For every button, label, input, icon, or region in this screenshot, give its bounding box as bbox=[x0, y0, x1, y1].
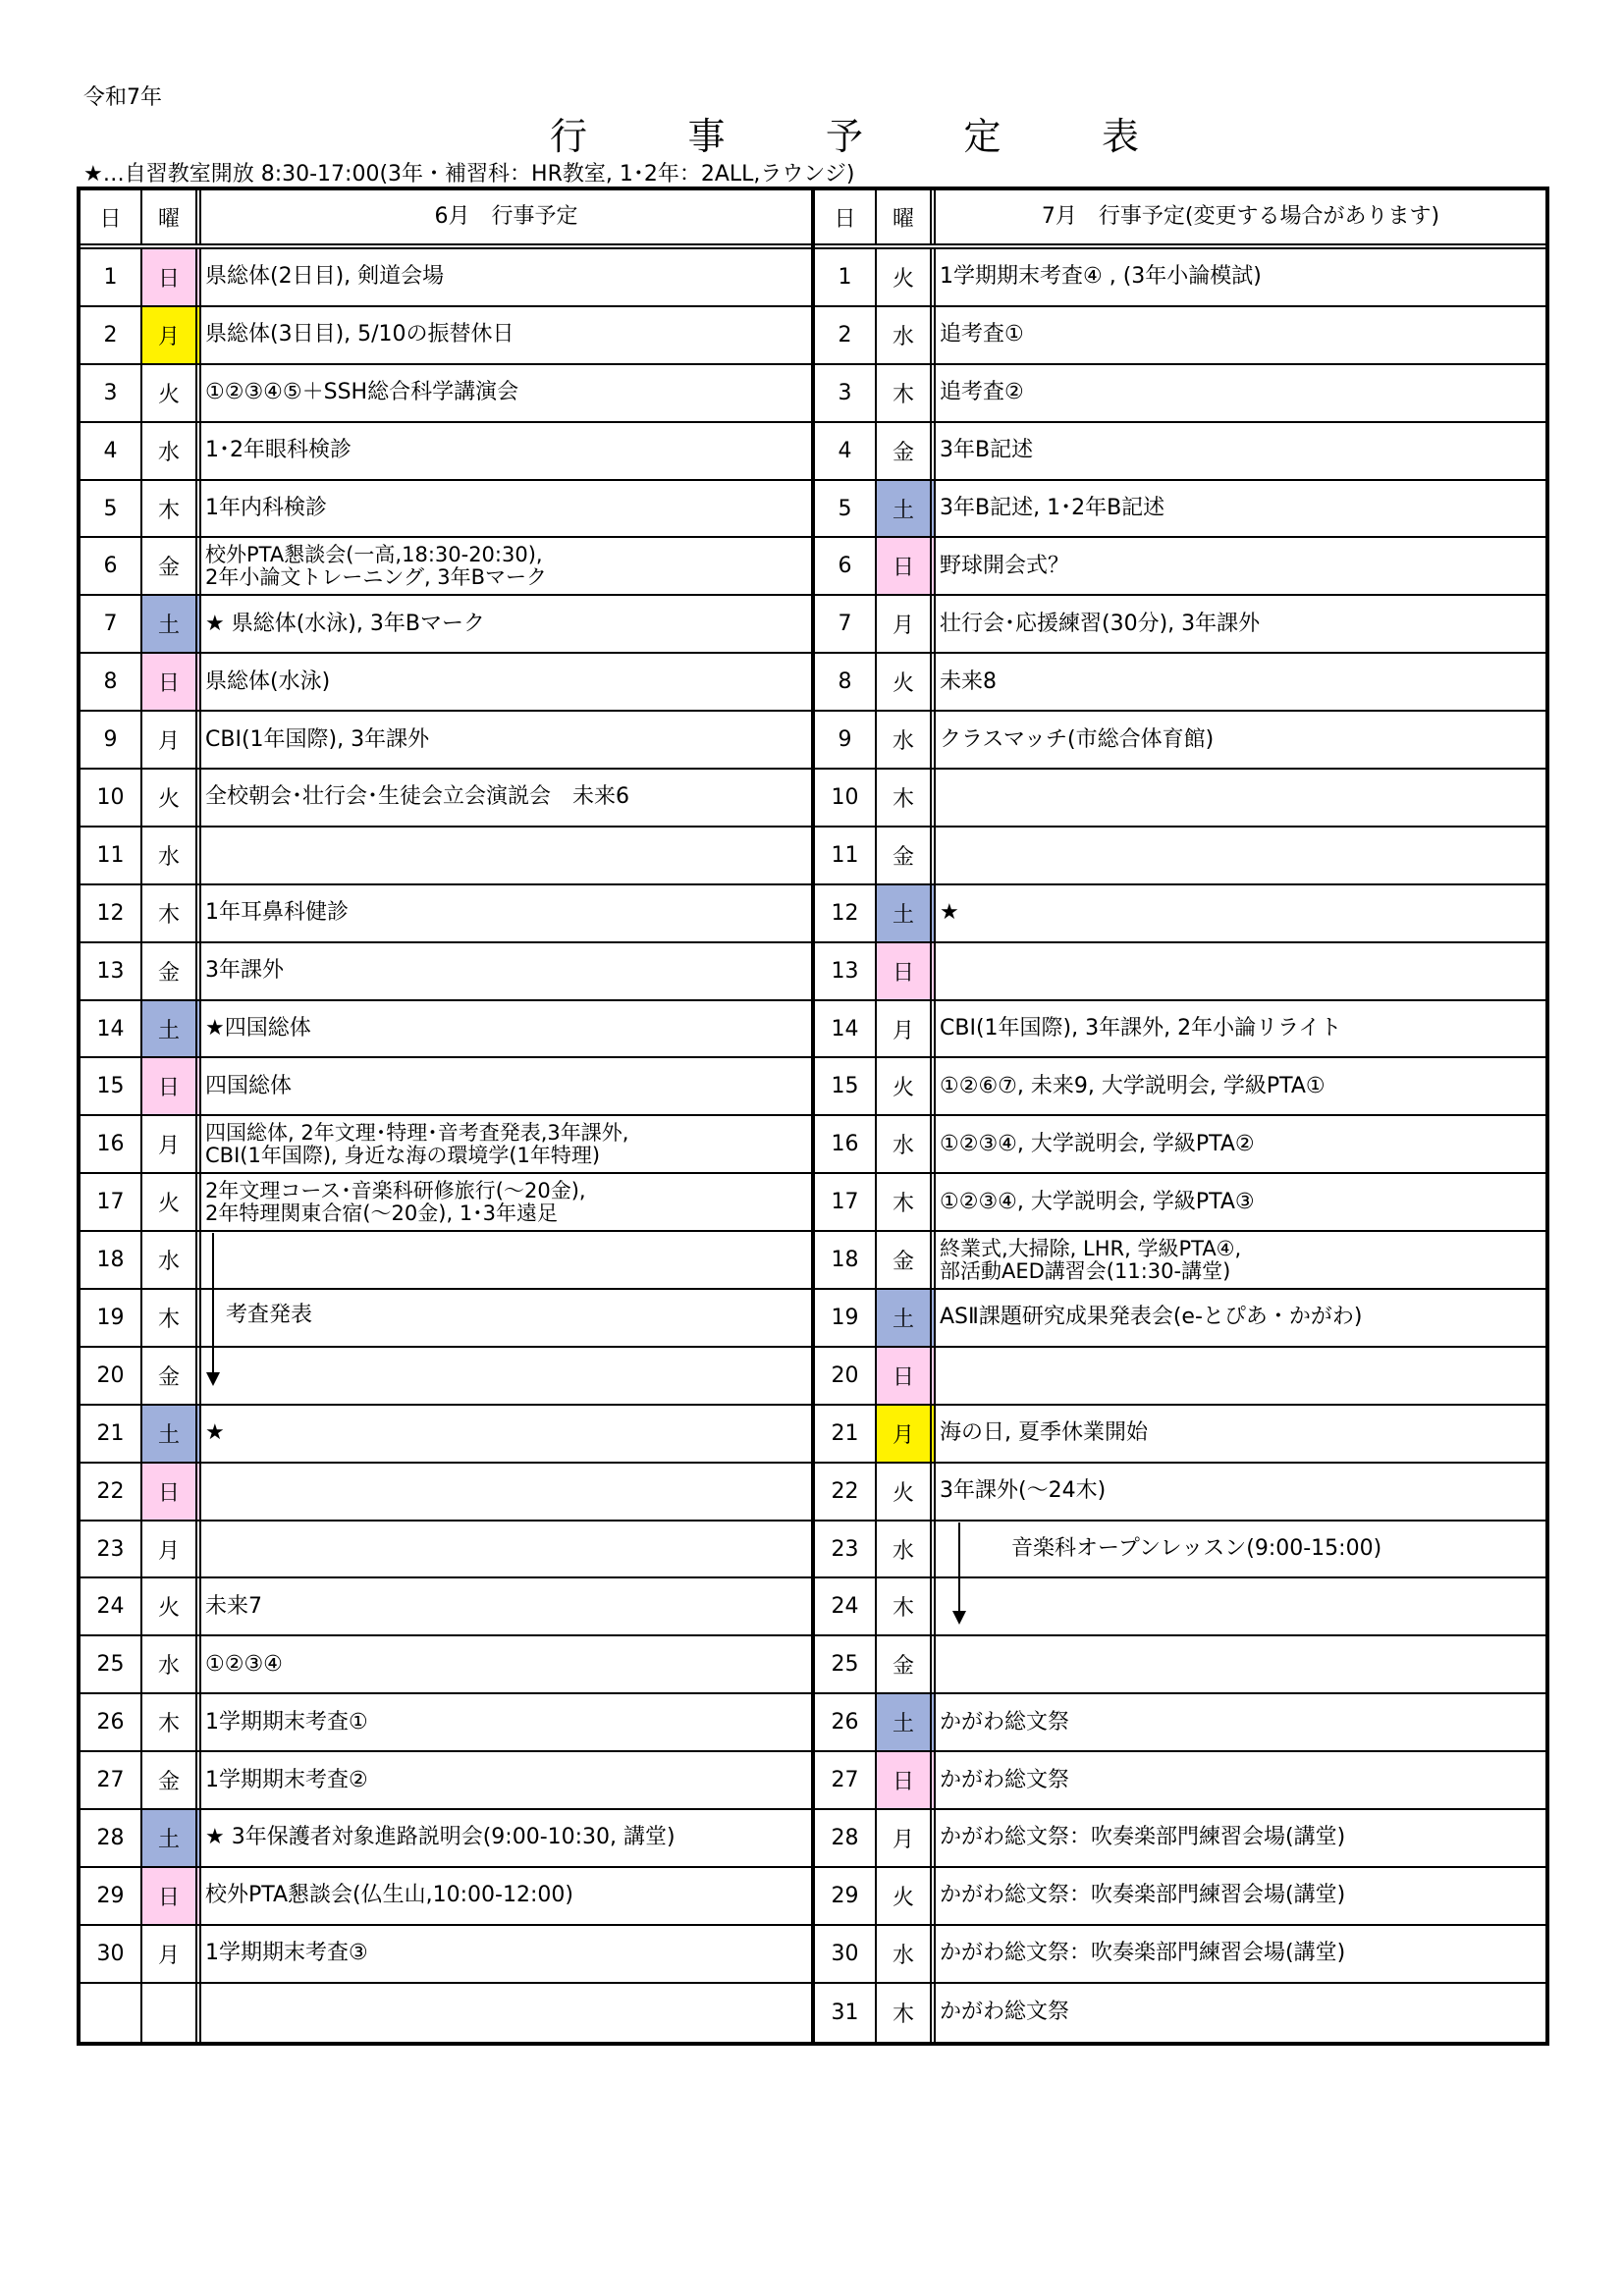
table-row bbox=[815, 1174, 1545, 1232]
table-row bbox=[815, 1348, 1545, 1406]
event-cell bbox=[936, 1578, 1545, 1634]
weekday-cell: 木 bbox=[142, 1290, 201, 1346]
weekday-cell: 木 bbox=[877, 1984, 936, 2042]
table-row bbox=[81, 1752, 811, 1810]
day-cell: 14 bbox=[81, 1001, 142, 1057]
table-row bbox=[815, 1984, 1545, 2042]
day-cell: 24 bbox=[81, 1578, 142, 1634]
day-cell: 6 bbox=[815, 538, 877, 594]
events-column-header: 7月 行事予定(変更する場合があります) bbox=[1041, 204, 1440, 229]
table-row bbox=[81, 770, 811, 828]
table-row bbox=[81, 1232, 811, 1290]
weekday-cell: 火 bbox=[877, 249, 936, 305]
day-cell: 13 bbox=[815, 943, 877, 999]
day-cell: 5 bbox=[81, 481, 142, 537]
day-cell: 25 bbox=[815, 1636, 877, 1692]
day-cell: 1 bbox=[815, 249, 877, 305]
table-row bbox=[815, 249, 1545, 307]
day-cell: 28 bbox=[81, 1810, 142, 1866]
table-row bbox=[815, 1232, 1545, 1290]
event-cell: かがわ総文祭：吹奏楽部門練習会場(講堂) bbox=[940, 1825, 1346, 1850]
weekday-cell: 月 bbox=[142, 712, 201, 768]
title-char: 事 bbox=[687, 115, 726, 158]
july-schedule-table bbox=[811, 187, 1549, 2046]
event-cell bbox=[201, 1984, 811, 2042]
july-arrow-label: 音楽科オープンレッスン(9:00-15:00) bbox=[1011, 1536, 1382, 1561]
day-cell: 19 bbox=[81, 1290, 142, 1346]
weekday-cell: 日 bbox=[877, 538, 936, 594]
table-row bbox=[81, 943, 811, 1001]
table-row bbox=[815, 1578, 1545, 1636]
event-cell: かがわ総文祭：吹奏楽部門練習会場(講堂) bbox=[940, 1883, 1346, 1908]
weekday-cell: 月 bbox=[142, 1522, 201, 1577]
title-char: 予 bbox=[825, 115, 863, 158]
event-cell: 四国総体 bbox=[205, 1073, 293, 1098]
weekday-cell: 月 bbox=[877, 596, 936, 652]
table-row bbox=[81, 654, 811, 712]
table-row bbox=[815, 1464, 1545, 1522]
day-cell: 25 bbox=[81, 1636, 142, 1692]
table-row bbox=[81, 1116, 811, 1174]
table-row bbox=[815, 365, 1545, 423]
day-cell: 29 bbox=[81, 1868, 142, 1924]
table-row bbox=[81, 365, 811, 423]
event-cell: ①②③④, 大学説明会, 学級PTA② bbox=[940, 1131, 1255, 1156]
table-row bbox=[815, 423, 1545, 481]
event-cell: 海の日, 夏季休業開始 bbox=[940, 1420, 1148, 1446]
weekday-cell: 土 bbox=[142, 1810, 201, 1866]
event-cell bbox=[201, 1348, 811, 1404]
event-cell bbox=[936, 1636, 1545, 1692]
era-label: 令和7年 bbox=[83, 85, 162, 110]
weekday-cell: 月 bbox=[877, 1001, 936, 1057]
table-header-row bbox=[815, 190, 1545, 249]
weekday-cell: 水 bbox=[877, 1522, 936, 1577]
day-cell: 24 bbox=[815, 1578, 877, 1634]
day-cell: 10 bbox=[81, 770, 142, 826]
event-cell: ★ 3年保護者対象進路説明会(9:00-10:30, 講堂) bbox=[205, 1825, 676, 1850]
table-row bbox=[81, 1001, 811, 1059]
table-row bbox=[815, 481, 1545, 539]
event-cell: 1学期期末考査④ , (3年小論模試) bbox=[940, 264, 1262, 290]
weekday-cell: 水 bbox=[142, 1636, 201, 1692]
event-cell: 3年課外 bbox=[205, 958, 284, 984]
table-row bbox=[81, 828, 811, 885]
table-row bbox=[81, 307, 811, 365]
day-cell: 18 bbox=[815, 1232, 877, 1288]
day-cell: 8 bbox=[81, 654, 142, 710]
page-title bbox=[550, 106, 1139, 158]
day-cell: 5 bbox=[815, 481, 877, 537]
event-cell: ★四国総体 bbox=[205, 1016, 311, 1041]
weekday-cell: 金 bbox=[877, 423, 936, 479]
table-row bbox=[81, 1464, 811, 1522]
event-cell: ASⅡ課題研究成果発表会(e-とぴあ・かがわ) bbox=[940, 1305, 1363, 1330]
table-row bbox=[815, 1058, 1545, 1116]
weekday-cell: 金 bbox=[877, 828, 936, 883]
weekday-cell: 土 bbox=[142, 1001, 201, 1057]
event-cell: CBI(1年国際), 3年課外 bbox=[205, 726, 430, 752]
table-row bbox=[81, 1984, 811, 2042]
weekday-cell: 火 bbox=[142, 365, 201, 421]
event-cell: 未来8 bbox=[940, 668, 997, 694]
event-cell bbox=[201, 1232, 811, 1288]
day-cell: 8 bbox=[815, 654, 877, 710]
table-row bbox=[81, 481, 811, 539]
event-cell: CBI(1年国際), 3年課外, 2年小論リライト bbox=[940, 1016, 1342, 1041]
weekday-cell: 月 bbox=[142, 307, 201, 363]
table-row bbox=[81, 538, 811, 596]
weekday-cell: 火 bbox=[877, 1464, 936, 1520]
day-cell: 30 bbox=[81, 1926, 142, 1982]
weekday-cell: 火 bbox=[142, 770, 201, 826]
day-cell: 31 bbox=[815, 1984, 877, 2042]
event-cell: 県総体(水泳) bbox=[205, 668, 331, 694]
day-cell: 15 bbox=[815, 1058, 877, 1114]
table-row bbox=[815, 1926, 1545, 1984]
table-row bbox=[815, 885, 1545, 943]
table-row bbox=[81, 885, 811, 943]
weekday-cell: 日 bbox=[142, 1058, 201, 1114]
day-cell bbox=[81, 1984, 142, 2042]
title-char: 定 bbox=[963, 115, 1001, 158]
day-cell: 1 bbox=[81, 249, 142, 305]
event-cell bbox=[936, 1348, 1545, 1404]
event-cell bbox=[936, 943, 1545, 999]
weekday-cell: 木 bbox=[877, 1174, 936, 1230]
event-cell: 追考査① bbox=[940, 322, 1024, 347]
day-cell: 10 bbox=[815, 770, 877, 826]
day-cell: 28 bbox=[815, 1810, 877, 1866]
weekday-cell: 火 bbox=[877, 1868, 936, 1924]
event-cell: ★ bbox=[205, 1420, 225, 1446]
weekday-cell: 日 bbox=[877, 943, 936, 999]
weekday-cell: 水 bbox=[142, 423, 201, 479]
weekday-cell: 水 bbox=[142, 828, 201, 883]
weekday-cell: 日 bbox=[142, 1464, 201, 1520]
weekday-cell: 金 bbox=[142, 538, 201, 594]
day-cell: 23 bbox=[815, 1522, 877, 1577]
table-row bbox=[81, 1694, 811, 1752]
weekday-cell: 土 bbox=[877, 1694, 936, 1750]
day-cell: 6 bbox=[81, 538, 142, 594]
event-cell: 追考査② bbox=[940, 380, 1024, 405]
day-cell: 20 bbox=[81, 1348, 142, 1404]
day-cell: 26 bbox=[815, 1694, 877, 1750]
june-exam-period-arrow bbox=[212, 1233, 214, 1384]
weekday-cell: 水 bbox=[877, 712, 936, 768]
weekday-cell: 火 bbox=[142, 1578, 201, 1634]
day-cell: 3 bbox=[81, 365, 142, 421]
events-column-header: 6月 行事予定 bbox=[434, 204, 578, 229]
weekday-cell bbox=[142, 1984, 201, 2042]
event-cell: 県総体(3日目), 5/10の振替休日 bbox=[205, 322, 514, 347]
day-cell: 4 bbox=[815, 423, 877, 479]
event-cell: かがわ総文祭 bbox=[940, 2000, 1070, 2025]
july-lesson-period-arrow bbox=[958, 1522, 960, 1623]
day-column-header: 日 bbox=[81, 190, 142, 243]
weekday-cell: 月 bbox=[142, 1926, 201, 1982]
study-room-note: ★…自習教室開放 8:30-17:00(3年・補習科：HR教室, 1･2年：2ALL,ラウンジ) bbox=[83, 162, 855, 187]
table-row bbox=[815, 1290, 1545, 1348]
day-cell: 4 bbox=[81, 423, 142, 479]
table-row bbox=[81, 1926, 811, 1984]
table-row bbox=[815, 1406, 1545, 1464]
weekday-cell: 火 bbox=[877, 654, 936, 710]
weekday-cell: 木 bbox=[877, 1578, 936, 1634]
weekday-cell: 水 bbox=[877, 1116, 936, 1172]
event-cell bbox=[936, 770, 1545, 826]
event-cell bbox=[201, 1464, 811, 1520]
weekday-cell: 木 bbox=[877, 365, 936, 421]
day-cell: 20 bbox=[815, 1348, 877, 1404]
june-schedule-table bbox=[77, 187, 815, 2046]
title-char: 行 bbox=[550, 115, 588, 158]
day-cell: 21 bbox=[815, 1406, 877, 1462]
table-row bbox=[815, 712, 1545, 770]
day-cell: 12 bbox=[815, 885, 877, 941]
day-cell: 22 bbox=[815, 1464, 877, 1520]
weekday-cell: 月 bbox=[142, 1116, 201, 1172]
day-cell: 23 bbox=[81, 1522, 142, 1577]
day-cell: 22 bbox=[81, 1464, 142, 1520]
weekday-cell: 土 bbox=[877, 1290, 936, 1346]
table-row bbox=[815, 1752, 1545, 1810]
table-row bbox=[81, 1636, 811, 1694]
weekday-cell: 土 bbox=[877, 885, 936, 941]
weekday-cell: 日 bbox=[142, 654, 201, 710]
day-column-header: 日 bbox=[815, 190, 877, 243]
day-cell: 15 bbox=[81, 1058, 142, 1114]
table-row bbox=[81, 1522, 811, 1579]
day-cell: 7 bbox=[815, 596, 877, 652]
table-row bbox=[81, 249, 811, 307]
day-cell: 30 bbox=[815, 1926, 877, 1982]
weekday-cell: 水 bbox=[877, 307, 936, 363]
event-cell: 1年内科検診 bbox=[205, 496, 327, 520]
weekday-cell: 金 bbox=[142, 943, 201, 999]
weekday-cell: 火 bbox=[142, 1174, 201, 1230]
table-row bbox=[815, 596, 1545, 654]
table-row bbox=[815, 1810, 1545, 1868]
day-cell: 21 bbox=[81, 1406, 142, 1462]
day-cell: 17 bbox=[815, 1174, 877, 1230]
table-row bbox=[81, 1348, 811, 1406]
weekday-cell: 木 bbox=[142, 481, 201, 537]
event-cell: 全校朝会･壮行会･生徒会立会演説会 未来6 bbox=[205, 784, 629, 810]
day-cell: 11 bbox=[815, 828, 877, 883]
day-cell: 19 bbox=[815, 1290, 877, 1346]
day-cell: 26 bbox=[81, 1694, 142, 1750]
event-cell: 県総体(2日目), 剣道会場 bbox=[205, 264, 445, 290]
table-row bbox=[81, 423, 811, 481]
table-header-row bbox=[81, 190, 811, 249]
event-cell: かがわ総文祭 bbox=[940, 1709, 1070, 1735]
event-cell: 校外PTA懇談会(一高,18:30-20:30), 2年小論文トレーニング, 3年Bマーク bbox=[205, 542, 548, 589]
day-cell: 17 bbox=[81, 1174, 142, 1230]
day-cell: 11 bbox=[81, 828, 142, 883]
event-cell bbox=[936, 828, 1545, 883]
weekday-cell: 金 bbox=[142, 1348, 201, 1404]
table-row bbox=[815, 538, 1545, 596]
event-cell: 1･2年眼科検診 bbox=[205, 438, 352, 463]
day-cell: 12 bbox=[81, 885, 142, 941]
event-cell: 壮行会･応援練習(30分), 3年課外 bbox=[940, 611, 1261, 636]
event-cell: 3年課外(～24木) bbox=[940, 1478, 1107, 1504]
day-cell: 2 bbox=[81, 307, 142, 363]
table-row bbox=[81, 1174, 811, 1232]
table-row bbox=[815, 1694, 1545, 1752]
table-row bbox=[81, 1406, 811, 1464]
table-row bbox=[815, 828, 1545, 885]
event-cell: ①②③④, 大学説明会, 学級PTA③ bbox=[940, 1189, 1255, 1214]
weekday-cell: 月 bbox=[877, 1810, 936, 1866]
event-cell: ①②③④⑤＋SSH総合科学講演会 bbox=[205, 380, 519, 405]
weekday-cell: 土 bbox=[142, 1406, 201, 1462]
event-cell bbox=[201, 1522, 811, 1577]
event-cell: 3年B記述 bbox=[940, 438, 1034, 463]
table-row bbox=[815, 654, 1545, 712]
event-cell: 終業式,大掃除, LHR, 学級PTA④, 部活動AED講習会(11:30-講堂) bbox=[940, 1236, 1242, 1283]
day-cell: 2 bbox=[815, 307, 877, 363]
event-cell: 1学期期末考査③ bbox=[205, 1941, 368, 1966]
event-cell bbox=[201, 828, 811, 883]
table-row bbox=[815, 943, 1545, 1001]
event-cell: かがわ総文祭：吹奏楽部門練習会場(講堂) bbox=[940, 1941, 1346, 1966]
day-cell: 18 bbox=[81, 1232, 142, 1288]
table-row bbox=[81, 1868, 811, 1926]
table-row bbox=[815, 1868, 1545, 1926]
day-cell: 14 bbox=[815, 1001, 877, 1057]
day-cell: 27 bbox=[815, 1752, 877, 1808]
day-cell: 7 bbox=[81, 596, 142, 652]
event-cell: 野球開会式？ bbox=[940, 553, 1070, 578]
weekday-cell: 水 bbox=[142, 1232, 201, 1288]
day-cell: 9 bbox=[81, 712, 142, 768]
table-row bbox=[81, 1578, 811, 1636]
event-cell: 未来7 bbox=[205, 1593, 262, 1619]
event-cell: ①②③④ bbox=[205, 1651, 283, 1677]
weekday-cell: 金 bbox=[142, 1752, 201, 1808]
event-cell: 3年B記述, 1･2年B記述 bbox=[940, 496, 1165, 520]
event-cell: かがわ総文祭 bbox=[940, 1767, 1070, 1792]
event-cell: 1学期期末考査① bbox=[205, 1709, 368, 1735]
weekday-cell: 木 bbox=[142, 885, 201, 941]
table-row bbox=[815, 307, 1545, 365]
table-row bbox=[81, 1290, 811, 1348]
weekday-cell: 金 bbox=[877, 1232, 936, 1288]
weekday-column-header: 曜 bbox=[142, 190, 201, 243]
event-cell: 四国総体, 2年文理･特理･音考査発表,3年課外, CBI(1年国際), 身近な海の環境学(1年特理) bbox=[205, 1120, 629, 1167]
day-cell: 3 bbox=[815, 365, 877, 421]
table-row bbox=[815, 1116, 1545, 1174]
day-cell: 9 bbox=[815, 712, 877, 768]
june-arrow-label: 考査発表 bbox=[226, 1303, 313, 1327]
title-char: 表 bbox=[1101, 115, 1139, 158]
event-cell: クラスマッチ(市総合体育館) bbox=[940, 726, 1215, 752]
event-cell: ★ 県総体(水泳), 3年Bマーク bbox=[205, 611, 485, 636]
event-cell: 1年耳鼻科健診 bbox=[205, 900, 349, 926]
weekday-cell: 日 bbox=[142, 249, 201, 305]
event-cell: 2年文理コース･音楽科研修旅行(～20金), 2年特理関東合宿(～20金), 1･3年遠足 bbox=[205, 1178, 586, 1225]
day-cell: 27 bbox=[81, 1752, 142, 1808]
day-cell: 29 bbox=[815, 1868, 877, 1924]
weekday-cell: 木 bbox=[877, 770, 936, 826]
weekday-cell: 木 bbox=[142, 1694, 201, 1750]
weekday-cell: 日 bbox=[877, 1348, 936, 1404]
weekday-cell: 日 bbox=[142, 1868, 201, 1924]
table-row bbox=[81, 712, 811, 770]
weekday-cell: 水 bbox=[877, 1926, 936, 1982]
table-row bbox=[815, 1636, 1545, 1694]
weekday-cell: 土 bbox=[142, 596, 201, 652]
event-cell: ①②⑥⑦, 未来9, 大学説明会, 学級PTA① bbox=[940, 1073, 1326, 1098]
table-row bbox=[815, 1001, 1545, 1059]
day-cell: 16 bbox=[815, 1116, 877, 1172]
weekday-cell: 火 bbox=[877, 1058, 936, 1114]
event-cell: 校外PTA懇談会(仏生山,10:00-12:00) bbox=[205, 1883, 573, 1908]
table-row bbox=[815, 770, 1545, 828]
weekday-cell: 月 bbox=[877, 1406, 936, 1462]
table-row bbox=[81, 596, 811, 654]
table-row bbox=[81, 1810, 811, 1868]
event-cell: 1学期期末考査② bbox=[205, 1767, 368, 1792]
day-cell: 13 bbox=[81, 943, 142, 999]
weekday-cell: 日 bbox=[877, 1752, 936, 1808]
weekday-column-header: 曜 bbox=[877, 190, 936, 243]
table-row bbox=[81, 1058, 811, 1116]
day-cell: 16 bbox=[81, 1116, 142, 1172]
event-cell: ★ bbox=[940, 900, 959, 926]
weekday-cell: 金 bbox=[877, 1636, 936, 1692]
weekday-cell: 土 bbox=[877, 481, 936, 537]
